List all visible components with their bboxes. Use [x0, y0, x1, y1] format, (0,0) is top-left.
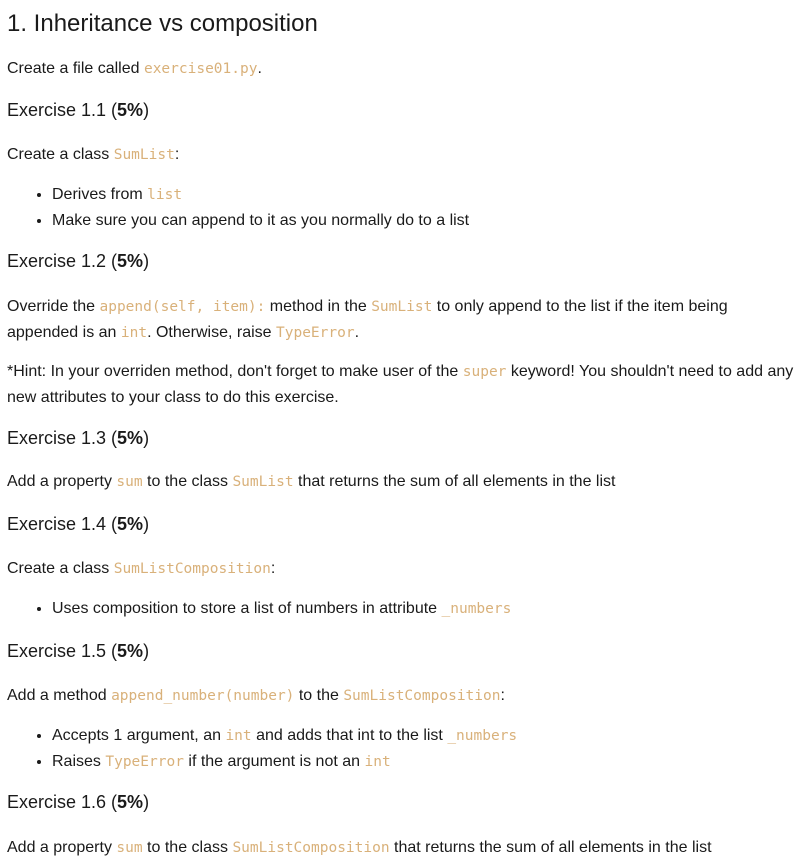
exercise-1-1-text: Create a class SumList:: [7, 146, 180, 163]
inline-code: sum: [116, 474, 143, 490]
inline-code: _numbers: [441, 601, 512, 617]
exercise-1-2-hint: *Hint: In your overriden method, don't forget to make user of the super keyword! You shouldn't need to add any new attributes to your class to do this exercise.: [7, 363, 794, 406]
inline-code: SumListComposition: [113, 561, 271, 577]
page-title: 1. Inheritance vs composition: [7, 10, 318, 37]
exercise-1-6-heading: Exercise 1.6 (5%): [7, 792, 150, 812]
list-item: • Raises TypeError if the argument is not an int: [52, 749, 797, 775]
intro-paragraph: Create a file called exercise01.py.: [7, 60, 262, 77]
inline-code: sum: [116, 840, 143, 856]
exercise-1-5-list: [7, 723, 797, 775]
inline-code: int: [225, 728, 252, 744]
exercise-1-4-text: Create a class SumListComposition:: [7, 560, 276, 577]
inline-code: append(self, item):: [99, 299, 266, 315]
inline-code: append_number(number): [111, 688, 295, 704]
inline-code: _numbers: [447, 728, 518, 744]
exercise-1-2-text: Override the append(self, item): method in the SumList to only append to the list if the item being appended is an int. Otherwise, raise TypeError.: [7, 298, 728, 341]
inline-code: SumList: [371, 299, 433, 315]
exercise-1-5-heading: Exercise 1.5 (5%): [7, 641, 150, 661]
inline-code: int: [364, 754, 391, 770]
inline-code: SumListComposition: [232, 840, 390, 856]
list-item: • Make sure you can append to it as you normally do to a list: [52, 208, 797, 233]
inline-code: exercise01.py: [143, 61, 258, 77]
list-item: • Derives from list: [52, 182, 797, 208]
inline-code: TypeError: [105, 754, 184, 770]
inline-code: SumList: [113, 147, 175, 163]
inline-code: SumList: [232, 474, 294, 490]
exercise-1-2-heading: Exercise 1.2 (5%): [7, 251, 150, 271]
exercise-1-1-list: [7, 182, 797, 233]
inline-code: SumListComposition: [343, 688, 501, 704]
exercise-1-4-heading: Exercise 1.4 (5%): [7, 514, 150, 534]
exercise-1-5-text: Add a method append_number(number) to the SumListComposition:: [7, 687, 505, 704]
exercise-1-3-heading: Exercise 1.3 (5%): [7, 428, 150, 448]
exercise-1-1-heading: Exercise 1.1 (5%): [7, 100, 150, 120]
exercise-1-6-text: Add a property sum to the class SumListComposition that returns the sum of all elements in the list: [7, 839, 712, 856]
exercise-1-3-text: Add a property sum to the class SumList that returns the sum of all elements in the list: [7, 473, 616, 490]
inline-code: TypeError: [276, 325, 355, 341]
exercise-1-4-list: [7, 596, 797, 622]
list-item: • Accepts 1 argument, an int and adds that int to the list _numbers: [52, 723, 797, 749]
inline-code: int: [120, 325, 148, 341]
inline-code: list: [147, 187, 183, 203]
inline-code: super: [462, 364, 507, 380]
list-item: • Uses composition to store a list of numbers in attribute _numbers: [52, 596, 797, 622]
